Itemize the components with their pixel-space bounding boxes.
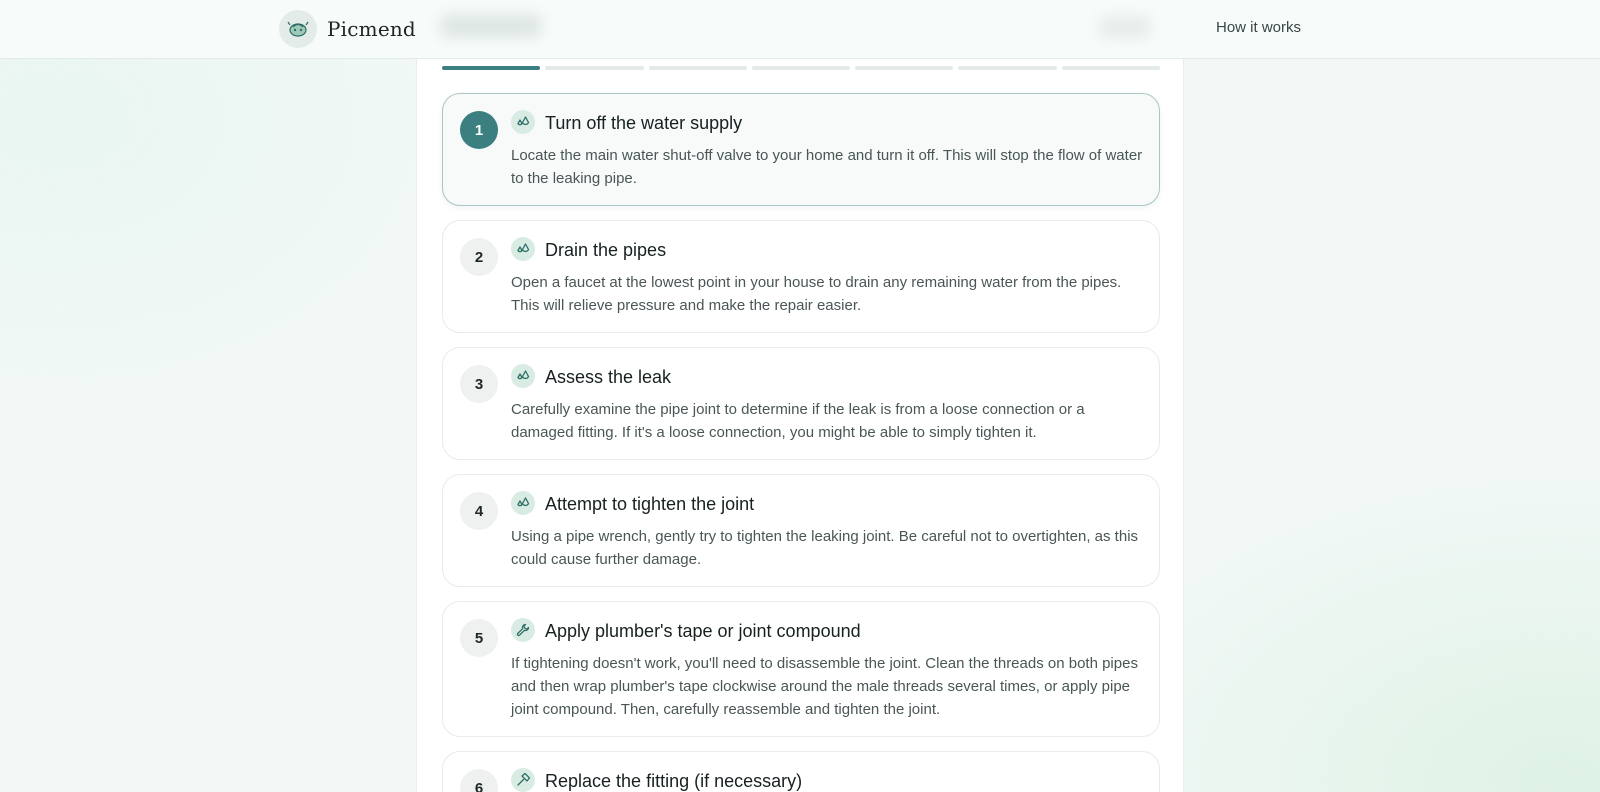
steps-panel xyxy=(416,59,1184,792)
step-number: 5 xyxy=(460,619,498,657)
step-number: 4 xyxy=(460,492,498,530)
step-title: Attempt to tighten the joint xyxy=(545,494,755,514)
step-card-2[interactable] xyxy=(442,220,1160,333)
step-card-6[interactable] xyxy=(442,751,1160,792)
nav-link-how-it-works[interactable]: How it works xyxy=(1216,19,1302,36)
step-description: Carefully examine the pipe joint to determine if the leak is from a loose connection or a damaged fitting. If it's a loose connection, you might be able to simply tighten it. xyxy=(511,401,1085,441)
progress-segment-2 xyxy=(545,66,643,70)
step-card-4[interactable] xyxy=(442,474,1160,587)
step-description: Locate the main water shut-off valve to your home and turn it off. This will stop the flow of water to the leaking pipe. xyxy=(511,147,1143,187)
step-number: 1 xyxy=(460,111,498,149)
brand-logo-icon xyxy=(279,10,317,48)
wrench-icon xyxy=(511,618,535,642)
step-title: Turn off the water supply xyxy=(545,113,743,133)
water-drops-icon xyxy=(511,237,535,261)
hammer-icon xyxy=(511,768,535,792)
blurred-nav-placeholder xyxy=(1100,16,1150,38)
blurred-title-placeholder xyxy=(441,14,541,38)
step-description: If tightening doesn't work, you'll need to disassemble the joint. Clean the threads on both pipes and then wrap plumber's tape clockwise around the male threads several times, or apply pipe joint compound. Then, carefully reassemble and tighten the joint. xyxy=(511,655,1138,718)
step-card-5[interactable] xyxy=(442,601,1160,737)
brand-name: Picmend xyxy=(327,17,416,41)
brand[interactable] xyxy=(279,10,416,48)
step-number: 2 xyxy=(460,238,498,276)
water-drops-icon xyxy=(511,491,535,515)
progress-segment-4 xyxy=(752,66,850,70)
step-title: Replace the fitting (if necessary) xyxy=(545,771,803,791)
step-progress-bar xyxy=(442,66,1160,70)
step-number: 3 xyxy=(460,365,498,403)
progress-segment-6 xyxy=(958,66,1056,70)
progress-segment-3 xyxy=(649,66,747,70)
progress-segment-5 xyxy=(855,66,953,70)
top-header xyxy=(0,0,1600,59)
step-number: 6 xyxy=(460,769,498,792)
progress-segment-7 xyxy=(1062,66,1160,70)
step-description: Open a faucet at the lowest point in your house to drain any remaining water from the pipes. This will relieve pressure and make the repair easier. xyxy=(511,274,1122,314)
step-description: Using a pipe wrench, gently try to tighten the leaking joint. Be careful not to overtighten, as this could cause further damage. xyxy=(511,528,1139,568)
step-card-1[interactable] xyxy=(442,93,1160,206)
step-title: Drain the pipes xyxy=(545,240,667,260)
step-card-3[interactable] xyxy=(442,347,1160,460)
water-drops-icon xyxy=(511,364,535,388)
step-title: Apply plumber's tape or joint compound xyxy=(545,621,861,641)
progress-segment-1 xyxy=(442,66,540,70)
step-title: Assess the leak xyxy=(545,367,672,387)
water-drops-icon xyxy=(511,110,535,134)
